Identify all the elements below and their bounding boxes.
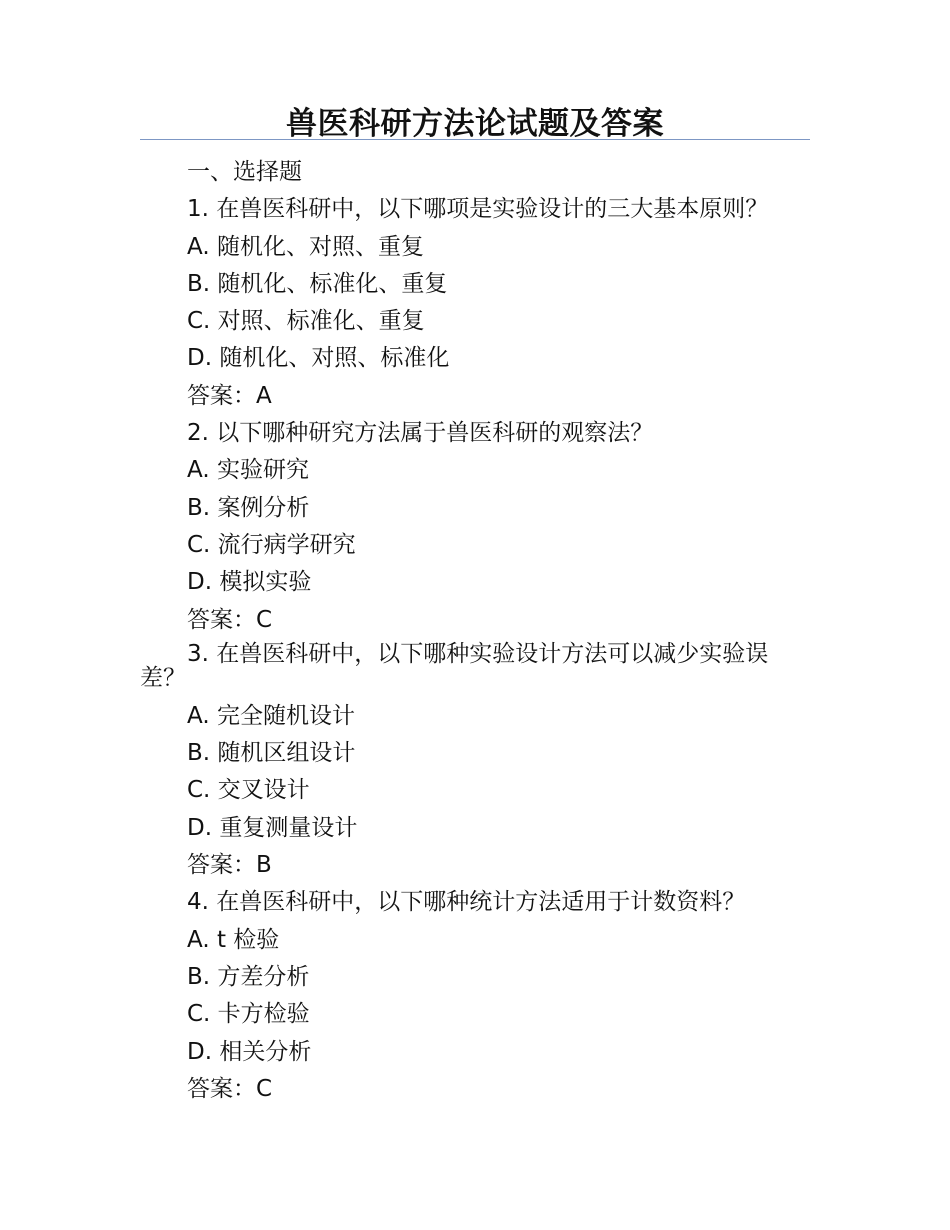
answer-text: 答案：A bbox=[187, 382, 272, 409]
option-item: D. 相关分析 bbox=[187, 1038, 312, 1065]
question-text: 4. 在兽医科研中，以下哪种统计方法适用于计数资料？ bbox=[187, 889, 746, 916]
question-block-1 bbox=[140, 191, 812, 415]
answer-text: 答案：C bbox=[187, 606, 273, 633]
option-item: A. t 检验 bbox=[187, 926, 280, 953]
option-item: C. 对照、标准化、重复 bbox=[187, 308, 425, 335]
question-block-2 bbox=[140, 415, 812, 639]
option-item: D. 模拟实验 bbox=[187, 569, 312, 596]
option-item: C. 流行病学研究 bbox=[187, 531, 356, 558]
option-item: D. 重复测量设计 bbox=[187, 814, 358, 841]
option-item: A. 实验研究 bbox=[187, 457, 309, 484]
option-item: C. 交叉设计 bbox=[187, 777, 310, 804]
answer-text: 答案：B bbox=[187, 852, 272, 879]
question-text: 2. 以下哪种研究方法属于兽医科研的观察法？ bbox=[187, 420, 654, 447]
question-text: 3. 在兽医科研中，以下哪种实验设计方法可以减少实验误差？ bbox=[140, 640, 769, 691]
option-item: B. 随机化、标准化、重复 bbox=[187, 270, 448, 297]
section-heading: 一、选择题 bbox=[187, 159, 302, 185]
option-item: A. 随机化、对照、重复 bbox=[187, 233, 424, 260]
option-item: B. 案例分析 bbox=[187, 494, 310, 521]
option-item: C. 卡方检验 bbox=[187, 1001, 310, 1028]
title-divider bbox=[140, 139, 810, 140]
document-body bbox=[140, 154, 812, 1108]
answer-text: 答案：C bbox=[187, 1075, 273, 1102]
option-item: A. 完全随机设计 bbox=[187, 702, 355, 729]
question-text: 1. 在兽医科研中，以下哪项是实验设计的三大基本原则？ bbox=[187, 196, 769, 223]
option-item: D. 随机化、对照、标准化 bbox=[187, 345, 450, 372]
question-block-4 bbox=[140, 884, 812, 1108]
question-block-3 bbox=[140, 639, 812, 884]
page-title: 兽医科研方法论试题及答案 bbox=[286, 106, 664, 142]
option-item: B. 随机区组设计 bbox=[187, 740, 356, 767]
option-item: B. 方差分析 bbox=[187, 963, 310, 990]
